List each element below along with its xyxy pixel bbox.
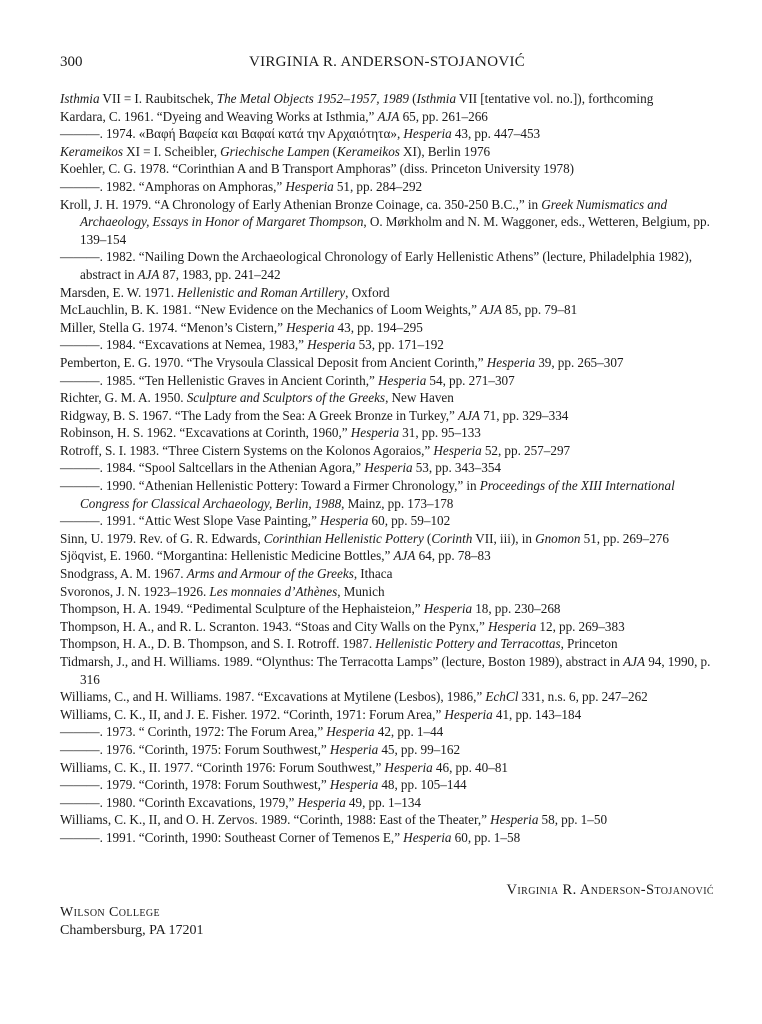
reference-text: AJA [623, 654, 646, 669]
reference-text: Hesperia [329, 741, 379, 757]
reference-text: Hesperia [364, 460, 413, 476]
reference-text: Thompson, H. A., D. B. Thompson, and S. I. Rotroff. 1987. [60, 636, 376, 652]
reference-entry [60, 178, 714, 196]
page-header [60, 54, 714, 76]
reference-text: Hesperia [307, 337, 356, 353]
reference-text: 45, pp. 99–162 [378, 741, 461, 757]
reference-text: Hesperia [444, 706, 493, 722]
reference-text: EchCl [485, 689, 519, 705]
reference-text: Arms and Armour of the Greeks [186, 566, 354, 582]
reference-text: ———. 1985. “Ten Hellenistic Graves in Ancient Corinth,” [60, 372, 378, 388]
reference-text: ( [408, 91, 417, 106]
reference-entry [60, 442, 714, 460]
reference-text: , New Haven [385, 390, 454, 406]
bibliography-list [60, 90, 714, 847]
reference-text: Hesperia [297, 794, 346, 810]
reference-text: 12, pp. 269–383 [536, 618, 625, 634]
reference-text: , Ithaca [353, 566, 393, 582]
reference-text: 53, pp. 343–354 [412, 460, 502, 476]
reference-text: Hesperia [487, 618, 537, 634]
reference-entry [60, 248, 714, 283]
reference-entry [60, 301, 714, 319]
reference-text: 42, pp. 1–44 [374, 724, 444, 740]
reference-text: 87, 1983, pp. 241–242 [159, 266, 281, 282]
reference-entry [60, 530, 714, 548]
reference-text: ———. 1974. «Βαφή Βαφεία και Βαφαί κατά την Αρχαιότητα», [60, 126, 404, 142]
author-affiliation [60, 904, 204, 940]
reference-text: 41, pp. 143–184 [492, 706, 582, 722]
reference-text: ———. 1991. “Attic West Slope Vase Painting,” [60, 513, 321, 529]
reference-text: VII, iii), in [472, 530, 536, 546]
reference-entry [60, 143, 714, 161]
reference-entry [60, 389, 714, 407]
running-head: VIRGINIA R. ANDERSON-STOJANOVIĆ [248, 54, 526, 70]
reference-text: Koehler, C. G. 1978. “Corinthian A and B Transport Amphoras” (diss. Princeton University 1978) [60, 161, 575, 177]
reference-text: , Princeton [560, 636, 618, 652]
reference-entry [60, 108, 714, 126]
reference-text: Rotroff, S. I. 1983. “Three Cistern Systems on the Kolonos Agoraios,” [60, 442, 434, 458]
reference-text: 58, pp. 1–50 [538, 812, 608, 828]
reference-text: 51, pp. 284–292 [333, 178, 423, 194]
reference-entry [60, 90, 714, 108]
reference-entry [60, 196, 714, 249]
reference-entry [60, 284, 714, 302]
reference-text: ———. 1973. “ Corinth, 1972: The Forum Area,” [60, 724, 327, 740]
reference-entry [60, 459, 714, 477]
reference-text: Gnomon [535, 530, 581, 546]
reference-text: Williams, C., and H. Williams. 1987. “Excavations at Mytilene (Lesbos), 1986,” [60, 689, 486, 705]
reference-text: Williams, C. K., II, and J. E. Fisher. 1972. “Corinth, 1971: Forum Area,” [60, 706, 445, 722]
reference-text: Hesperia [433, 442, 482, 458]
reference-entry [60, 336, 714, 354]
reference-entry [60, 653, 714, 688]
reference-text: Hesperia [384, 759, 433, 775]
reference-entry [60, 319, 714, 337]
reference-text: , Oxford [345, 284, 390, 300]
reference-text: Thompson, H. A., and R. L. Scranton. 1943. “Stoas and City Walls on the Pynx,” [60, 618, 488, 634]
reference-text: Hesperia [350, 425, 400, 441]
reference-text: Hellenistic Pottery and Terracottas [375, 636, 561, 652]
reference-text: 48, pp. 105–144 [378, 777, 467, 793]
reference-text: , O. Mørkholm and N. M. Waggoner, eds., Wetteren, Belgium, pp. 139–154 [80, 214, 710, 247]
reference-text: Kardara, C. 1961. “Dyeing and Weaving Works at Isthmia,” [60, 108, 378, 124]
reference-entry [60, 741, 714, 759]
institution-address: Chambersburg, PA 17201 [60, 923, 204, 938]
reference-text: Hesperia [423, 601, 473, 617]
reference-text: 53, pp. 171–192 [355, 337, 444, 353]
institution-name: Wilson College [60, 905, 160, 920]
reference-text: AJA [458, 407, 480, 423]
reference-entry [60, 547, 714, 565]
reference-text: ( [329, 143, 337, 159]
reference-text: Les monnaies d’Athènes [209, 583, 338, 599]
reference-text: XI = I. Scheibler, [123, 143, 221, 159]
reference-text: 331, n.s. 6, pp. 247–262 [518, 689, 648, 705]
reference-entry [60, 759, 714, 777]
reference-text: 39, pp. 265–307 [535, 354, 624, 370]
reference-text: 46, pp. 40–81 [432, 759, 509, 775]
reference-text: Marsden, E. W. 1971. [60, 284, 178, 300]
reference-text: 52, pp. 257–297 [481, 442, 571, 458]
reference-entry [60, 829, 714, 847]
reference-entry [60, 424, 714, 442]
reference-text: 71, pp. 329–334 [479, 407, 569, 423]
reference-entry [60, 372, 714, 390]
reference-text: Hesperia [403, 126, 452, 142]
reference-text: XI), Berlin 1976 [399, 143, 491, 159]
reference-text: Hesperia [320, 513, 369, 529]
reference-entry [60, 723, 714, 741]
reference-text: 64, pp. 78–83 [415, 548, 491, 564]
reference-text: AJA [393, 548, 416, 564]
reference-text: Robinson, H. S. 1962. “Excavations at Corinth, 1960,” [60, 425, 351, 441]
reference-text: Williams, C. K., II, and O. H. Zervos. 1989. “Corinth, 1988: East of the Theater,” [60, 812, 491, 828]
reference-entry [60, 354, 714, 372]
reference-text: ———. 1984. “Spool Saltcellars in the Athenian Agora,” [60, 460, 365, 476]
reference-text: Kroll, J. H. 1979. “A Chronology of Early Athenian Bronze Coinage, ca. 350-250 B.C.,” in [60, 196, 542, 212]
reference-text: Hesperia [285, 178, 334, 194]
reference-text: 18, pp. 230–268 [472, 601, 561, 617]
reference-entry [60, 618, 714, 636]
reference-text: ———. 1984. “Excavations at Nemea, 1983,” [60, 337, 308, 353]
reference-text: 94, 1990, p. 316 [80, 654, 711, 687]
reference-text: AJA [377, 108, 400, 124]
reference-text: Miller, Stella G. 1974. “Menon’s Cistern,” [60, 319, 287, 335]
reference-text: 31, pp. 95–133 [399, 425, 481, 441]
reference-text: AJA [137, 266, 160, 282]
reference-entry [60, 706, 714, 724]
reference-text: Hesperia [377, 372, 427, 388]
reference-text: ———. 1982. “Amphoras on Amphoras,” [60, 178, 286, 194]
reference-text: The Metal Objects 1952–1957, 1989 [216, 91, 409, 106]
reference-entry [60, 688, 714, 706]
reference-entry [60, 477, 714, 512]
reference-text: Corinth [431, 530, 473, 546]
reference-entry [60, 125, 714, 143]
author-signature: Virginia R. Anderson-Stojanović [506, 882, 714, 898]
reference-text: VII = I. Raubitschek, [99, 91, 217, 106]
reference-text: ———. 1991. “Corinth, 1990: Southeast Corner of Temenos E,” [60, 829, 404, 845]
reference-text: Sjöqvist, E. 1960. “Morgantina: Hellenistic Medicine Bottles,” [60, 548, 394, 564]
reference-text: Isthmia [60, 91, 100, 106]
page-number: 300 [60, 54, 83, 70]
reference-text: Hesperia [329, 777, 379, 793]
reference-entry [60, 635, 714, 653]
reference-text: Kerameikos [60, 143, 123, 159]
reference-text: Sculpture and Sculptors of the Greeks [186, 390, 386, 406]
reference-text: Richter, G. M. A. 1950. [60, 390, 187, 406]
reference-text: Williams, C. K., II. 1977. “Corinth 1976: Forum Southwest,” [60, 759, 385, 775]
reference-text: VII [tentative vol. no.]), forthcoming [456, 91, 654, 106]
reference-text: Ridgway, B. S. 1967. “The Lady from the Sea: A Greek Bronze in Turkey,” [60, 407, 459, 423]
reference-text: Pemberton, E. G. 1970. “The Vrysoula Classical Deposit from Ancient Corinth,” [60, 354, 487, 370]
reference-text: Corinthian Hellenistic Pottery [263, 530, 424, 546]
reference-entry [60, 600, 714, 618]
reference-text: Hesperia [286, 319, 335, 335]
reference-text: 43, pp. 194–295 [334, 319, 423, 335]
reference-text: Proceedings of the XIII International Congress for Classical Archaeology, Berlin, 1988 [80, 478, 675, 511]
reference-text: ———. 1980. “Corinth Excavations, 1979,” [60, 794, 298, 810]
reference-text: McLauchlin, B. K. 1981. “New Evidence on the Mechanics of Loom Weights,” [60, 302, 481, 318]
reference-text: Greek Numismatics and Archaeology, Essays in Honor of Margaret Thompson [80, 196, 668, 230]
reference-text: 54, pp. 271–307 [426, 372, 515, 388]
reference-entry [60, 776, 714, 794]
reference-text: Griechische Lampen [220, 143, 330, 159]
reference-text: Isthmia [416, 91, 457, 106]
reference-text: Snodgrass, A. M. 1967. [60, 566, 187, 582]
reference-text: Hellenistic and Roman Artillery [177, 284, 346, 300]
reference-text: 60, pp. 59–102 [368, 513, 451, 529]
reference-text: Svoronos, J. N. 1923–1926. [60, 583, 210, 599]
reference-text: , Munich [337, 583, 385, 599]
reference-entry [60, 811, 714, 829]
reference-entry [60, 407, 714, 425]
reference-text: ———. 1976. “Corinth, 1975: Forum Southwest,” [60, 741, 330, 757]
reference-entry [60, 794, 714, 812]
reference-text: 51, pp. 269–276 [580, 530, 669, 546]
reference-text: 65, pp. 261–266 [399, 108, 488, 124]
reference-text: AJA [480, 302, 502, 318]
reference-text: Hesperia [326, 724, 375, 740]
reference-entry [60, 583, 714, 601]
reference-text: , Mainz, pp. 173–178 [341, 495, 454, 511]
reference-text: ———. 1979. “Corinth, 1978: Forum Southwest,” [60, 777, 330, 793]
reference-text: 43, pp. 447–453 [451, 126, 541, 142]
reference-text: Tidmarsh, J., and H. Williams. 1989. “Olynthus: The Terracotta Lamps” (lecture, Boston 1989), abstract in [60, 654, 624, 669]
reference-entry [60, 160, 714, 178]
reference-text: Hesperia [490, 812, 539, 828]
reference-entry [60, 512, 714, 530]
reference-text: Thompson, H. A. 1949. “Pedimental Sculpture of the Hephaisteion,” [60, 601, 424, 617]
reference-text: Sinn, U. 1979. Rev. of G. R. Edwards, [60, 530, 264, 546]
reference-text: ———. 1990. “Athenian Hellenistic Pottery: Toward a Firmer Chronology,” in [60, 478, 480, 494]
reference-text: 60, pp. 1–58 [451, 829, 521, 845]
reference-entry [60, 565, 714, 583]
reference-text: Hesperia [486, 354, 536, 370]
reference-text: ———. 1982. “Nailing Down the Archaeological Chronology of Early Hellenistic Athens” (lecture, Philadelphia 1982), abstract in [60, 249, 693, 282]
reference-text: Kerameikos [336, 143, 400, 159]
reference-text: 49, pp. 1–134 [345, 794, 422, 810]
reference-text: 85, pp. 79–81 [502, 302, 578, 318]
reference-text: Hesperia [403, 829, 452, 845]
reference-text: ( [423, 530, 432, 546]
